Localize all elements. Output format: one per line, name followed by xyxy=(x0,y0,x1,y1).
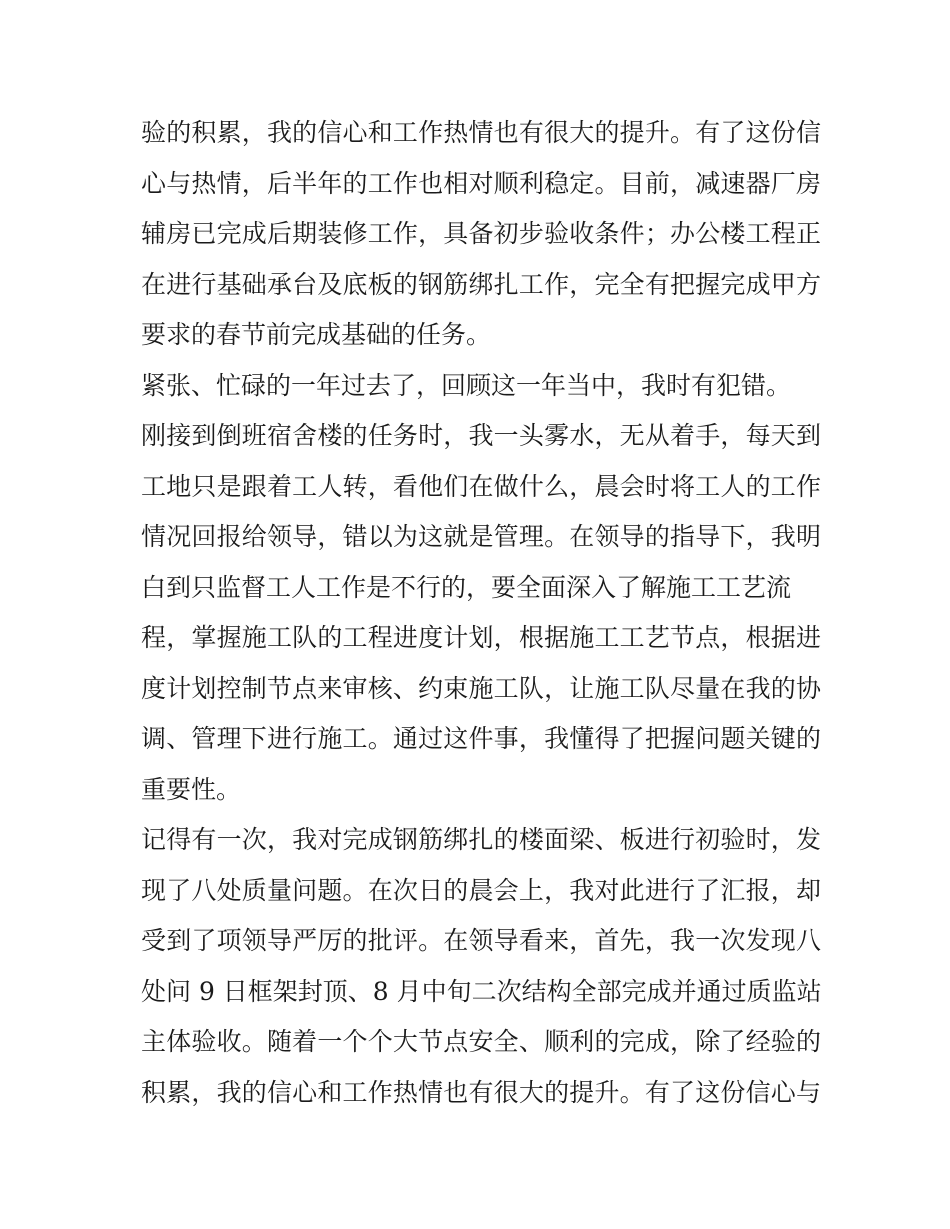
text-line: 辅房已完成后期装修工作，具备初步验收条件；办公楼工程正 xyxy=(141,219,821,248)
text-line: 受到了项领导严厉的批评。在领导看来，首先，我一次发现八 xyxy=(141,926,821,955)
body-text xyxy=(141,108,821,1118)
text-line: 度计划控制节点来审核、约束施工队，让施工队尽量在我的协 xyxy=(141,673,821,703)
text-line: 验的积累，我的信心和工作热情也有很大的提升。有了这份信 xyxy=(141,118,821,147)
text-line: 调、管理下进行施工。通过这件事，我懂得了把握问题关键的 xyxy=(141,724,821,753)
text-line: 现了八处质量问题。在次日的晨会上，我对此进行了汇报，却 xyxy=(141,875,821,905)
text-line: 白到只监督工人工作是不行的，要全面深入了解施工工艺流 xyxy=(141,572,792,602)
text-line: 重要性。 xyxy=(141,774,242,804)
text-line: 要求的春节前完成基础的任务。 xyxy=(141,320,492,349)
text-line: 处问 9 日框架封顶、8 月中旬二次结构全部完成并通过质监站 xyxy=(141,976,822,1006)
text-line: 程，掌握施工队的工程进度计划，根据施工工艺节点，根据进 xyxy=(141,623,821,652)
text-line: 工地只是跟着工人转，看他们在做什么，晨会时将工人的工作 xyxy=(141,471,821,501)
text-line: 情况回报给领导，错以为这就是管理。在领导的指导下，我明 xyxy=(141,522,821,551)
text-line: 记得有一次，我对完成钢筋绑扎的楼面梁、板进行初验时，发 xyxy=(141,825,821,854)
text-line: 心与热情，后半年的工作也相对顺利稳定。目前，减速器厂房 xyxy=(141,168,821,198)
text-line: 积累，我的信心和工作热情也有很大的提升。有了这份信心与 xyxy=(141,1077,821,1107)
text-line: 在进行基础承台及底板的钢筋绑扎工作，完全有把握完成甲方 xyxy=(141,269,821,299)
text-line: 主体验收。随着一个个大节点安全、顺利的完成，除了经验的 xyxy=(141,1027,821,1056)
text-line: 紧张、忙碌的一年过去了，回顾这一年当中，我时有犯错。 xyxy=(141,370,792,400)
text-line: 刚接到倒班宿舍楼的任务时，我一头雾水，无从着手，每天到 xyxy=(141,421,821,450)
